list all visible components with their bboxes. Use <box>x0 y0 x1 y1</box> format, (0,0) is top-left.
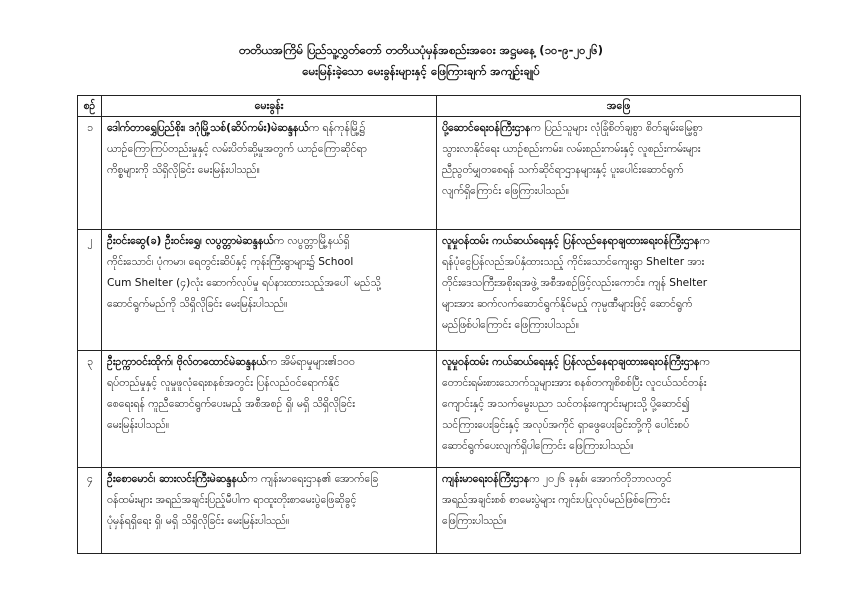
answer-cell <box>437 468 801 554</box>
question-text: Cum Shelter (၄)လုံး ဆောက်လုပ်မှု ရပ်နားထားသည့်အပေါ် မည်သို့ <box>107 277 381 289</box>
answer-text: လျက်ရှိကြောင်း ဖြေကြားပါသည်။ <box>442 185 569 197</box>
question-cell <box>102 230 437 351</box>
ministry-name: ပို့ဆောင်ရေးဝန်ကြီးဌာန <box>442 122 531 134</box>
answer-text: တိုင်းဒေသကြီးအစိုးရအဖွဲ့ အစီအစဉ်ဖြင့်လည်းကောင်း၊ ကျန် Shelter <box>442 277 708 289</box>
answer-text: ကျောင်းနှင့် အသက်မွေးပညာ သင်တန်းကျောင်းများသို့ ပို့ဆောင်၍ <box>442 398 690 410</box>
answer-cell <box>437 230 801 351</box>
questioner-name: ဦးဥက္ကာဝင်းထိုက်၊ ဗိုလ်တထောင်မဲဆန္ဒနယ် <box>107 356 267 368</box>
answer-text: က <box>699 356 710 368</box>
question-text: က ကျန်းမာရေးဌာန၏ အောက်ခြေ <box>247 473 379 485</box>
question-text: စေရေးရန် ကူညီဆောင်ရွက်ပေးမည့် အစီအစဉ် ရှိ၊ မရှိ သိရှိလိုခြင်း <box>107 398 355 410</box>
answer-text: သွားလာနိုင်ရေး ယာဉ်စည်းကမ်း၊ လမ်းစည်းကမ်းနှင့် လူစည်းကမ်းများ <box>442 143 701 155</box>
ministry-name: လူမှုဝန်ထမ်း ကယ်ဆယ်ရေးနှင့် ပြန်လည်နေရာချထားရေးဝန်ကြီးဌာန <box>442 356 700 368</box>
table-row <box>78 351 801 468</box>
question-cell <box>102 468 437 554</box>
header-no: စဉ် <box>78 96 102 117</box>
question-text: ရပ်တည်မှုနှင့် လူမှုဖူလုံရေးစနစ်အတွင်း ပြန်လည်ဝင်ရောက်နိုင် <box>107 377 340 389</box>
answer-text: ဖြေကြားပါသည်။ <box>442 515 507 527</box>
table-row <box>78 230 801 351</box>
table-row <box>78 468 801 554</box>
question-text: ကိုင်းသောင်၊ ပုံကမာ၊ ရေတွင်းဆိပ်နှင့် ကုန်းကြီးရွာများ၌ School <box>107 256 354 268</box>
answer-text: များအား ဆက်လက်ဆောင်ရွက်နိုင်မည့် ကုမ္ပဏီများဖြင့် ဆောင်ရွက် <box>442 298 693 310</box>
question-text: ဆောင်ရွက်မည်ကို သိရှိလိုခြင်း မေးမြန်းပါသည်။ <box>107 298 288 310</box>
answer-cell <box>437 351 801 468</box>
question-text: က ရန်ကုန်မြို့၌ <box>308 122 366 134</box>
questioner-name: ဒေါက်တာရွှေပြည်စိုး၊ ဒဂုံမြို့သစ်(ဆိပ်ကမ်း)မဲဆန္ဒနယ် <box>107 122 309 134</box>
answer-text: ရန်ပုံငွေပြန်လည်အပ်နှံထားသည့် ကိုင်းသောင်ကျေးရွာ Shelter အား <box>442 256 705 268</box>
question-text: ဝန်ထမ်းများ အရည်အချင်းပြည့်မီပါက ရာထူးတိုးစာမေးပွဲဖြေဆိုခွင့် <box>107 494 357 506</box>
question-text: ကိစ္စများကို သိရှိလိုခြင်း မေးမြန်းပါသည်။ <box>107 164 260 176</box>
questioner-name: ဦးဝင်းဆွေ(ခ) ဦးဝင်းရွှေ၊ လပွတ္တာမဲဆန္ဒနယ် <box>107 235 274 247</box>
header-question: မေးခွန်း <box>102 96 437 117</box>
answer-text: က ပြည်သူများ လုံခြုံစိတ်ချစွာ စိတ်ချမ်းမြေ့စွာ <box>530 122 703 134</box>
document-title: တတိယအကြိမ် ပြည်သူ့လွှတ်တော် တတိယပုံမှန်အစည်းအဝေး အဋ္ဌမနေ့ (၁၀-၉-၂၀၂၆) <box>239 43 603 57</box>
qa-table <box>77 95 801 554</box>
answer-text: ဆောင်ရွက်ပေးလျက်ရှိပါကြောင်း ဖြေကြားပါသည်။ <box>442 440 634 452</box>
answer-text: က ၂၀၂၆ ခုနှစ်၊ အောက်တိုဘာလတွင် <box>529 473 672 485</box>
document-subtitle: မေးမြန်းခဲ့သော မေးခွန်းများနှင့် ဖြေကြားချက် အကျဉ်းချုပ် <box>302 64 540 78</box>
answer-text: သင်ကြားပေးခြင်းနှင့် အလုပ်အကိုင် ရှာဖွေပေးခြင်းတို့ကို ပေါင်းစပ် <box>442 419 690 431</box>
table-row <box>78 117 801 230</box>
row-number: ၃ <box>78 351 102 468</box>
answer-text: က <box>699 235 710 247</box>
question-text: က လပွတ္တာမြို့နယ်ရှိ <box>273 235 350 247</box>
question-text: က အိမ်ရာမှုများ၏၁၀၀ <box>266 356 355 368</box>
ministry-name: လူမှုဝန်ထမ်း ကယ်ဆယ်ရေးနှင့် ပြန်လည်နေရာချထားရေးဝန်ကြီးဌာန <box>442 235 700 247</box>
ministry-name: ကျန်းမာရေးဝန်ကြီးဌာန <box>442 473 530 485</box>
row-number: ၁ <box>78 117 102 230</box>
question-cell <box>102 351 437 468</box>
answer-text: မည်ဖြစ်ပါကြောင်း ဖြေကြားပါသည်။ <box>442 319 579 331</box>
questioner-name: ဦးစောမောင်၊ ဆားလင်းကြီးမဲဆန္ဒနယ် <box>107 473 248 485</box>
row-number: ၂ <box>78 230 102 351</box>
question-text: ပုံမှန်ရရှိရေး ရှိ၊ မရှိ သိရှိလိုခြင်း မေးမြန်းပါသည်။ <box>107 515 290 527</box>
answer-text: ညီညွတ်မျှတစေရန် သက်ဆိုင်ရာဌာနများနှင့် ပူးပေါင်းဆောင်ရွက် <box>442 164 684 176</box>
answer-text: အရည်အချင်းစစ် စာမေးပွဲများ ကျင်းပပြုလုပ်မည်ဖြစ်ကြောင်း <box>442 494 670 506</box>
question-cell <box>102 117 437 230</box>
question-text: ယာဉ်ကြောကြပ်တည်းမှုနှင့် လမ်းပိတ်ဆို့မှုအတွက် ယာဉ်ကြောဆိုင်ရာ <box>107 143 367 155</box>
table-header-row <box>78 96 801 117</box>
answer-text: တောင်းရမ်းစားသောက်သူများအား စနစ်တကျစိစစ်ပြီး လူငယ်သင်တန်း <box>442 377 707 389</box>
row-number: ၄ <box>78 468 102 554</box>
question-text: မေးမြန်းပါသည်။ <box>107 419 170 431</box>
header-answer: အဖြေ <box>437 96 801 117</box>
answer-cell <box>437 117 801 230</box>
